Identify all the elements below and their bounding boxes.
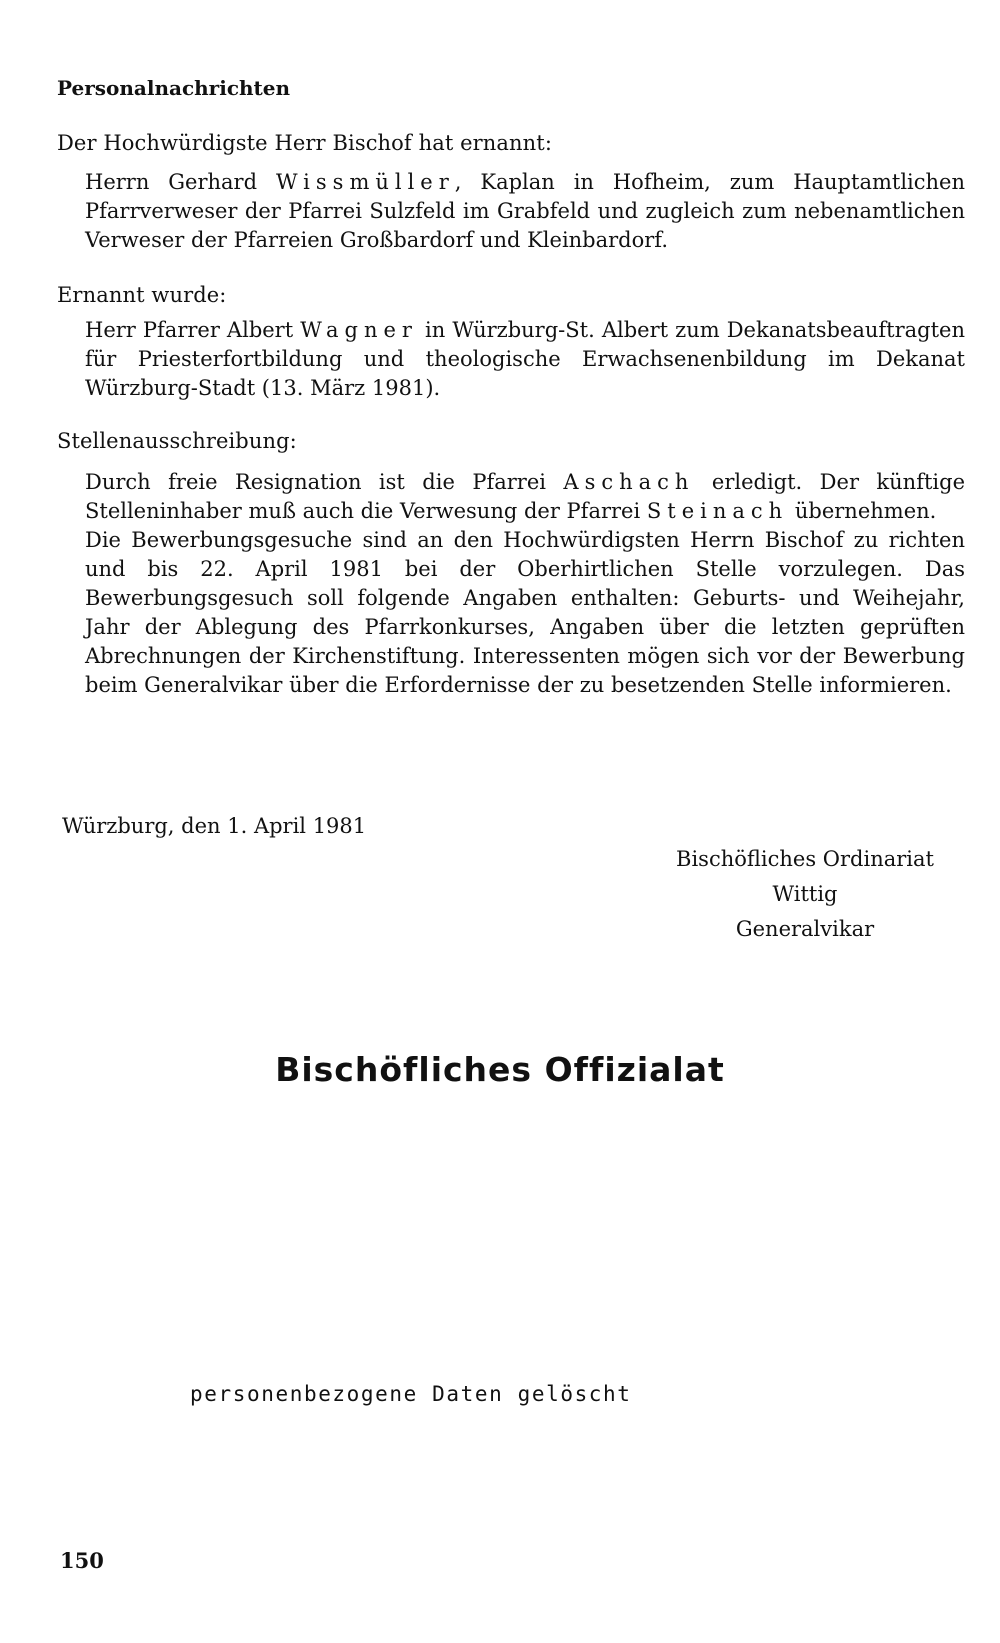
nominee-name: Wagner [300, 318, 418, 342]
page-number: 150 [60, 1548, 104, 1573]
vacancy-intro: Stellenausschreibung: [57, 429, 297, 453]
vacancy-text-before: Durch freie Resignation ist die Pfarrei [85, 470, 564, 494]
appointment-text-after: , Kaplan in Hofheim, zum Hauptamtlichen Pfarrverweser der Pfarrei Sulzfeld im Grabfeld und zugleich zum nebenamtlichen Verweser der Pfarreien Großbardorf und Kleinbardorf. [85, 170, 965, 252]
signature-office: Bischöfliches Ordinariat [676, 847, 934, 871]
nomination-text-after: in Würzburg-St. Albert zum Dekanatsbeauftragten für Priesterfortbildung und theologische Erwachsenenbildung im Dekanat Würzburg-Stadt (13. März 1981). [85, 318, 966, 400]
vacancy-entry [85, 468, 965, 700]
redaction-note: personenbezogene Daten gelöscht [190, 1382, 632, 1406]
nomination-paragraph [85, 316, 965, 403]
appointment-paragraph [85, 168, 965, 255]
nomination-text-before: Herr Pfarrer Albert [85, 318, 301, 342]
vacancy-paragraph-2: Die Bewerbungsgesuche sind an den Hochwürdigsten Herrn Bischof zu richten und bis 22. April 1981 bei der Oberhirtlichen Stelle vorzulegen. Das Bewerbungsgesuch soll folgende Angaben enthalten: Geburts- und Weihejahr, Jahr der Ablegung des Pfarrkonkurses, Angaben über die letzten geprüften Abrechnungen der Kirchenstiftung. Interessenten mögen sich vor der Bewerbung beim Generalvikar über die Erfordernisse der zu besetzenden Stelle informieren. [85, 528, 965, 697]
nominated-intro: Ernannt wurde: [57, 283, 227, 307]
signature-title: Generalvikar [735, 917, 875, 941]
next-section-title: Bischöfliches Offizialat [275, 1050, 725, 1089]
vacant-parish-name: Aschach [563, 470, 695, 494]
signature-block [660, 842, 950, 947]
vacancy-text-middle: erledigt. Der künftige Stelleninhaber muß auch die Verwesung der Pfarrei [85, 470, 965, 523]
vacancy-paragraph-1 [85, 468, 965, 526]
appointment-text-before: Herrn Gerhard [85, 170, 276, 194]
nomination-entry [85, 316, 965, 403]
place-date: Würzburg, den 1. April 1981 [62, 814, 367, 838]
section-title: Personalnachrichten [57, 76, 291, 100]
signature-name: Wittig [772, 882, 838, 906]
vacancy-text-after: übernehmen. [788, 499, 937, 523]
appointments-intro: Der Hochwürdigste Herr Bischof hat ernannt: [57, 131, 553, 155]
appointment-entry [85, 168, 965, 255]
second-parish-name: Steinach [646, 499, 789, 523]
appointee-name: Wissmüller [275, 170, 455, 194]
